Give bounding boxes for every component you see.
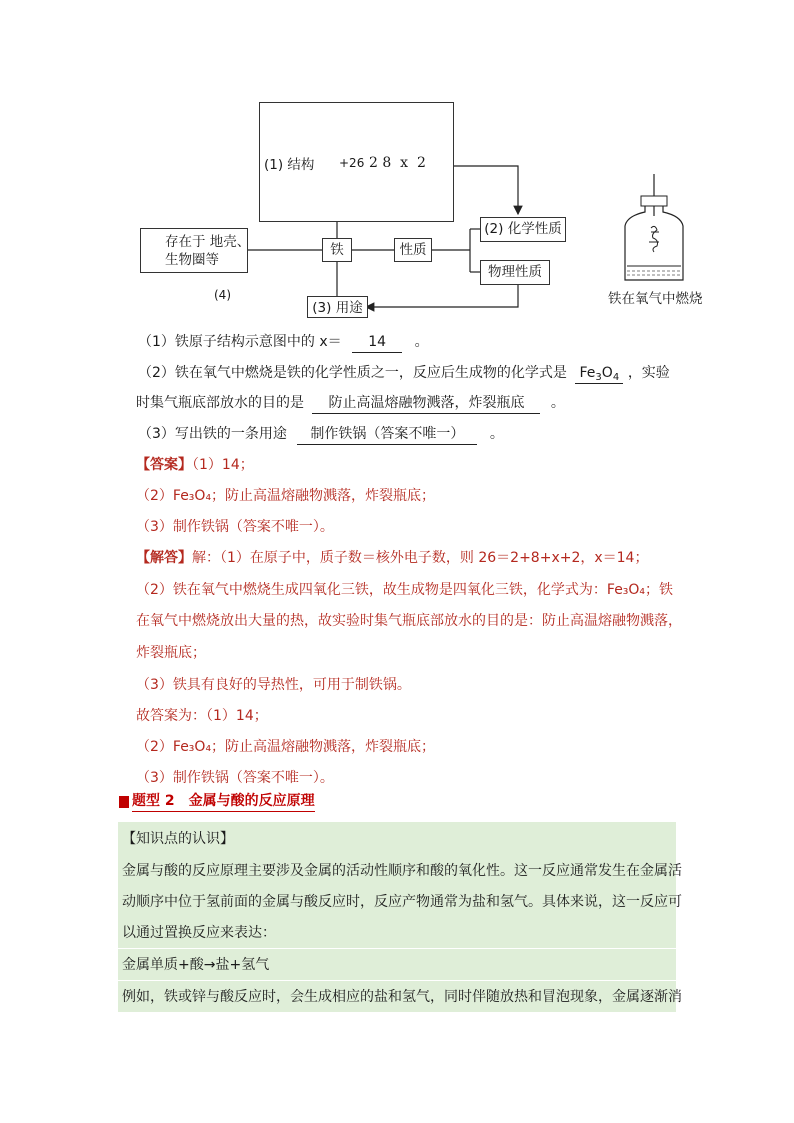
kp-line-3: 以通过置换反应来表达： <box>122 925 276 941</box>
solution-2a: （2）铁在氧气中燃烧生成四氧化三铁，故生成物是四氧化三铁，化学式为：Fe₃O₄；铁 <box>136 582 674 598</box>
kp-divider-2 <box>118 980 676 981</box>
answer-3: （3）制作铁锅（答案不唯一）。 <box>136 519 334 535</box>
property-box <box>394 238 432 262</box>
q2-line2-text: 时集气瓶底部放水的目的是 <box>136 395 304 411</box>
q1-text: （1）铁原子结构示意图中的 x＝ <box>138 334 342 350</box>
chemical-property-box <box>480 217 566 242</box>
solution-2b: 在氧气中燃烧放出大量的热，故实验时集气瓶底部放水的目的是：防止高温熔融物溅落， <box>136 613 682 629</box>
answer-1: （1）14； <box>192 457 254 473</box>
q2-sub4: 4 <box>612 372 620 383</box>
question-2-line2 <box>136 393 565 414</box>
solution-2c: 炸裂瓶底； <box>136 645 206 661</box>
existence-line1: 存在于 地壳、 <box>165 234 251 250</box>
solution-label: 【解答】 <box>136 550 192 566</box>
q2-text: （2）铁在氧气中燃烧是铁的化学性质之一，反应后生成物的化学式是 <box>138 365 567 381</box>
gas-bottle-illustration <box>615 172 695 290</box>
answer-line-1 <box>136 455 254 475</box>
solution-line-1 <box>136 548 648 568</box>
q2-sub3: 3 <box>595 372 602 383</box>
kp-divider-1 <box>118 948 676 949</box>
kp-line-2: 动顺序中位于氢前面的金属与酸反应时，反应产物通常为盐和氢气。具体来说，这一反应可 <box>122 894 682 910</box>
physical-property-box <box>480 260 550 285</box>
shell-numbers: 2 8 x 2 <box>369 155 426 171</box>
section-title: 题型 2 金属与酸的反应原理 <box>132 792 315 812</box>
iron-label: 铁 <box>330 242 344 258</box>
q1-end: 。 <box>414 334 429 350</box>
question-3 <box>138 424 504 445</box>
iron-box <box>322 238 352 262</box>
q2-o: O <box>601 365 613 381</box>
q3-end: 。 <box>489 426 504 442</box>
use-box <box>307 296 368 318</box>
existence-number: (4) <box>214 288 231 302</box>
q1-answer: 14 <box>352 332 402 353</box>
final-answer-1: （2）Fe₃O₄；防止高温熔融物溅落，炸裂瓶底； <box>136 739 436 755</box>
kp-line-4: 金属单质+酸→盐+氢气 <box>122 957 270 973</box>
q2-end: ，实验 <box>627 365 670 381</box>
q3-answer: 制作铁锅（答案不唯一） <box>297 424 477 445</box>
knowledge-box <box>118 822 676 1012</box>
kp-line-5: 例如，铁或锌与酸反应时，会生成相应的盐和氢气，同时伴随放热和冒泡现象，金属逐渐消 <box>122 989 682 1005</box>
existence-line2: 生物圈等 <box>165 252 219 268</box>
kp-line-1: 金属与酸的反应原理主要涉及金属的活动性顺序和酸的氧化性。这一反应通常发生在金属活 <box>122 863 682 879</box>
question-1 <box>138 332 429 353</box>
burning-caption: 铁在氧气中燃烧 <box>608 291 703 307</box>
final-answer-2: （3）制作铁锅（答案不唯一）。 <box>136 770 334 786</box>
q2-answer-formula <box>575 363 623 384</box>
nucleus-charge: +26 <box>339 156 365 170</box>
solution-1: 解：（1）在原子中，质子数＝核外电子数，则 26＝2+8+x+2，x＝14； <box>192 550 649 566</box>
answer-2: （2）Fe₃O₄；防止高温熔融物溅落，炸裂瓶底； <box>136 488 436 504</box>
answer-label: 【答案】 <box>136 457 192 473</box>
property-label: 性质 <box>399 242 427 258</box>
q3-text: （3）写出铁的一条用途 <box>138 426 287 442</box>
chemical-property-label: (2) 化学性质 <box>484 221 562 237</box>
question-2 <box>138 363 670 384</box>
section-marker <box>119 796 129 808</box>
solution-3: （3）铁具有良好的导热性，可用于制铁锅。 <box>136 677 411 693</box>
q2-line2-end: 。 <box>550 395 565 411</box>
existence-box <box>140 228 251 273</box>
use-label: (3) 用途 <box>312 300 363 316</box>
final-answer-0: 故答案为：（1）14； <box>136 708 268 724</box>
physical-property-label: 物理性质 <box>488 264 542 280</box>
q2-answer-purpose: 防止高温熔融物溅落，炸裂瓶底 <box>312 393 540 414</box>
kp-heading: 【知识点的认识】 <box>122 831 234 847</box>
q2-fe: Fe <box>579 365 596 381</box>
structure-label: (1) 结构 <box>264 157 315 173</box>
